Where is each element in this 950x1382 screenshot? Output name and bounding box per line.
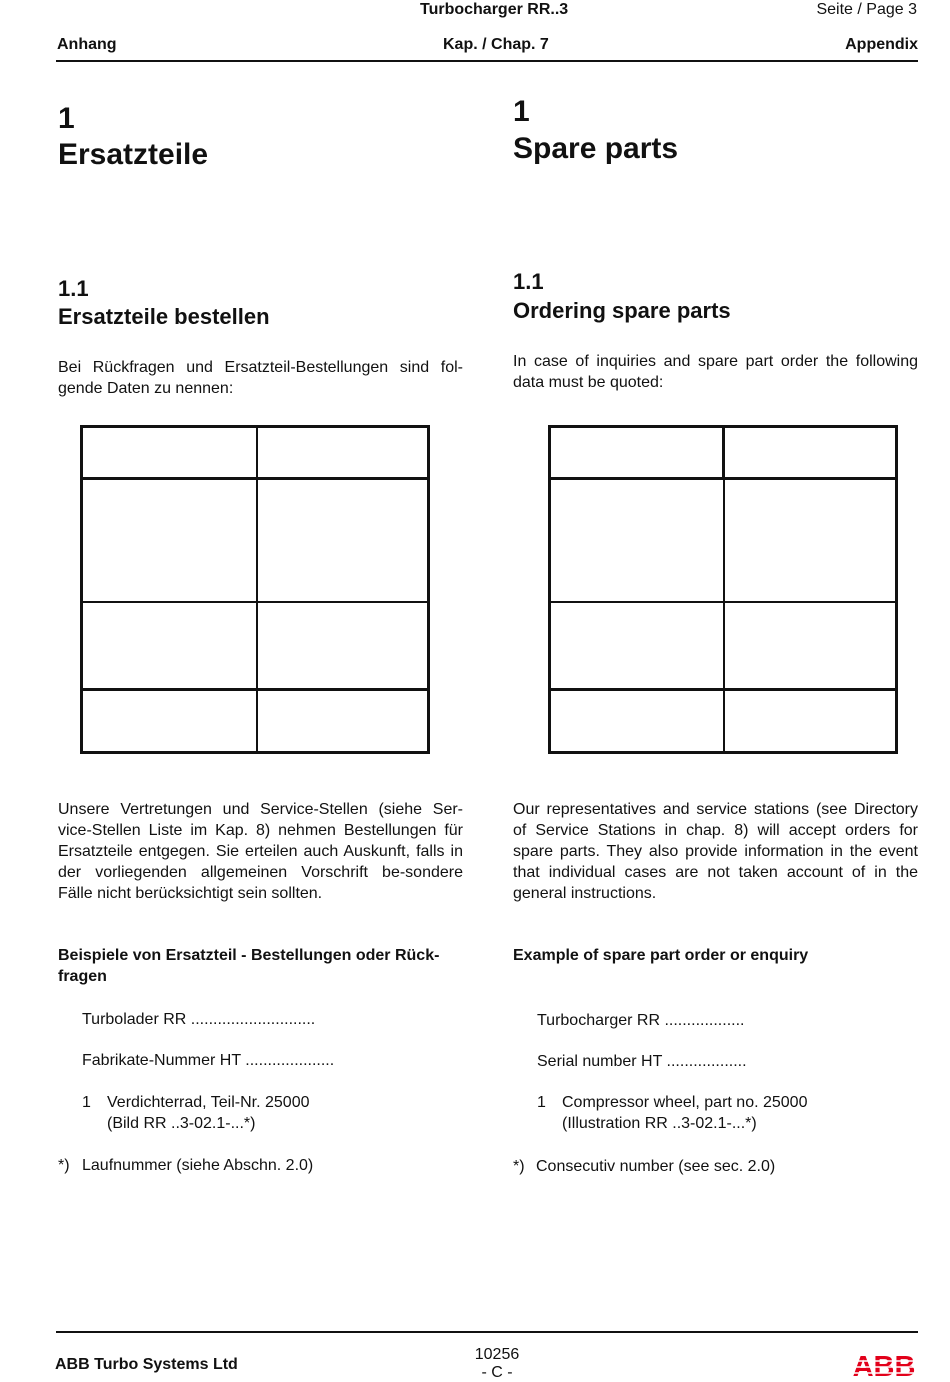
de-service-text: Unsere Vertretungen und Service-Stellen (siehe Ser-vice-Stellen Liste im Kap. 8) nehmen Bestellungen für Ersatzteile entgegen. Sie erteilen auch Auskunft, falls in der vorliegenden allgemeinen Vorschrift be-sondere Fälle nicht berücksichtigt sein sollten. [58, 801, 463, 902]
en-subsection-number: 1.1 [513, 269, 544, 294]
company-name: ABB Turbo Systems Ltd [55, 1356, 238, 1373]
de-example-turbocharger: Turbolader RR ............................ [82, 1011, 316, 1028]
de-footnote-text: Laufnummer (siehe Abschn. 2.0) [82, 1157, 314, 1174]
header-left-label: Anhang [57, 36, 117, 53]
table-row-divider [551, 477, 895, 480]
en-data-table [548, 425, 898, 754]
en-intro-text: In case of inquiries and spare part order the following data must be quoted: [513, 353, 918, 391]
revision-label: - C - [481, 1364, 513, 1381]
table-row-divider [83, 601, 427, 603]
header-right-label: Appendix [845, 36, 918, 53]
de-subsection-title: Ersatzteile bestellen [58, 304, 270, 329]
footer-rule [56, 1331, 918, 1333]
table-column-divider [722, 428, 725, 480]
de-intro-text: Bei Rückfragen und Ersatzteil-Bestellungen sind fol-gende Daten zu nennen: [58, 359, 463, 397]
abb-logo-text: ABB [852, 1351, 916, 1379]
en-footnote-text: Consecutiv number (see sec. 2.0) [536, 1158, 776, 1175]
de-example-item-number: 1 [82, 1094, 91, 1111]
chapter-label: Kap. / Chap. 7 [443, 36, 549, 53]
en-section-number: 1 [513, 95, 530, 128]
en-example-serial: Serial number HT .................. [537, 1053, 747, 1070]
table-row-divider [551, 688, 895, 691]
en-example-heading: Example of spare part order or enquiry [513, 947, 809, 964]
header-rule [56, 60, 918, 62]
de-section-number: 1 [58, 102, 75, 135]
document-number-block [440, 1346, 554, 1382]
en-example-item-number: 1 [537, 1094, 546, 1111]
en-subsection-title: Ordering spare parts [513, 298, 731, 323]
en-service-text: Our representatives and service stations (see Directory of Service Stations in chap. 8) will accept orders for spare parts. They also provide information in the event that individual cases are not taken account of in the general instructions. [513, 801, 918, 902]
de-example-item-ref: (Bild RR ..3-02.1-...*) [107, 1115, 256, 1132]
de-section-title: Ersatzteile [58, 138, 209, 171]
de-example-item-text: Verdichterrad, Teil-Nr. 25000 [107, 1094, 310, 1111]
de-subsection-number: 1.1 [58, 276, 89, 301]
table-row-divider [83, 688, 427, 691]
abb-logo-icon [848, 1351, 920, 1379]
table-column-divider [723, 480, 725, 751]
de-data-table [80, 425, 430, 754]
de-example-serial: Fabrikate-Nummer HT .................... [82, 1052, 335, 1069]
de-footnote-marker: *) [58, 1157, 70, 1174]
document-number: 10256 [474, 1346, 520, 1363]
en-section-title: Spare parts [513, 132, 679, 165]
de-example-heading: Beispiele von Ersatzteil - Bestellungen oder Rück-fragen [58, 947, 440, 985]
en-footnote-marker: *) [513, 1158, 525, 1175]
en-example-item-text: Compressor wheel, part no. 25000 [562, 1094, 808, 1111]
page-number: Seite / Page 3 [816, 1, 917, 18]
document-title: Turbocharger RR..3 [420, 1, 569, 18]
en-example-item-ref: (Illustration RR ..3-02.1-...*) [562, 1115, 757, 1132]
table-row-divider [551, 601, 895, 603]
table-row-divider [83, 477, 427, 480]
en-example-turbocharger: Turbocharger RR .................. [537, 1012, 745, 1029]
